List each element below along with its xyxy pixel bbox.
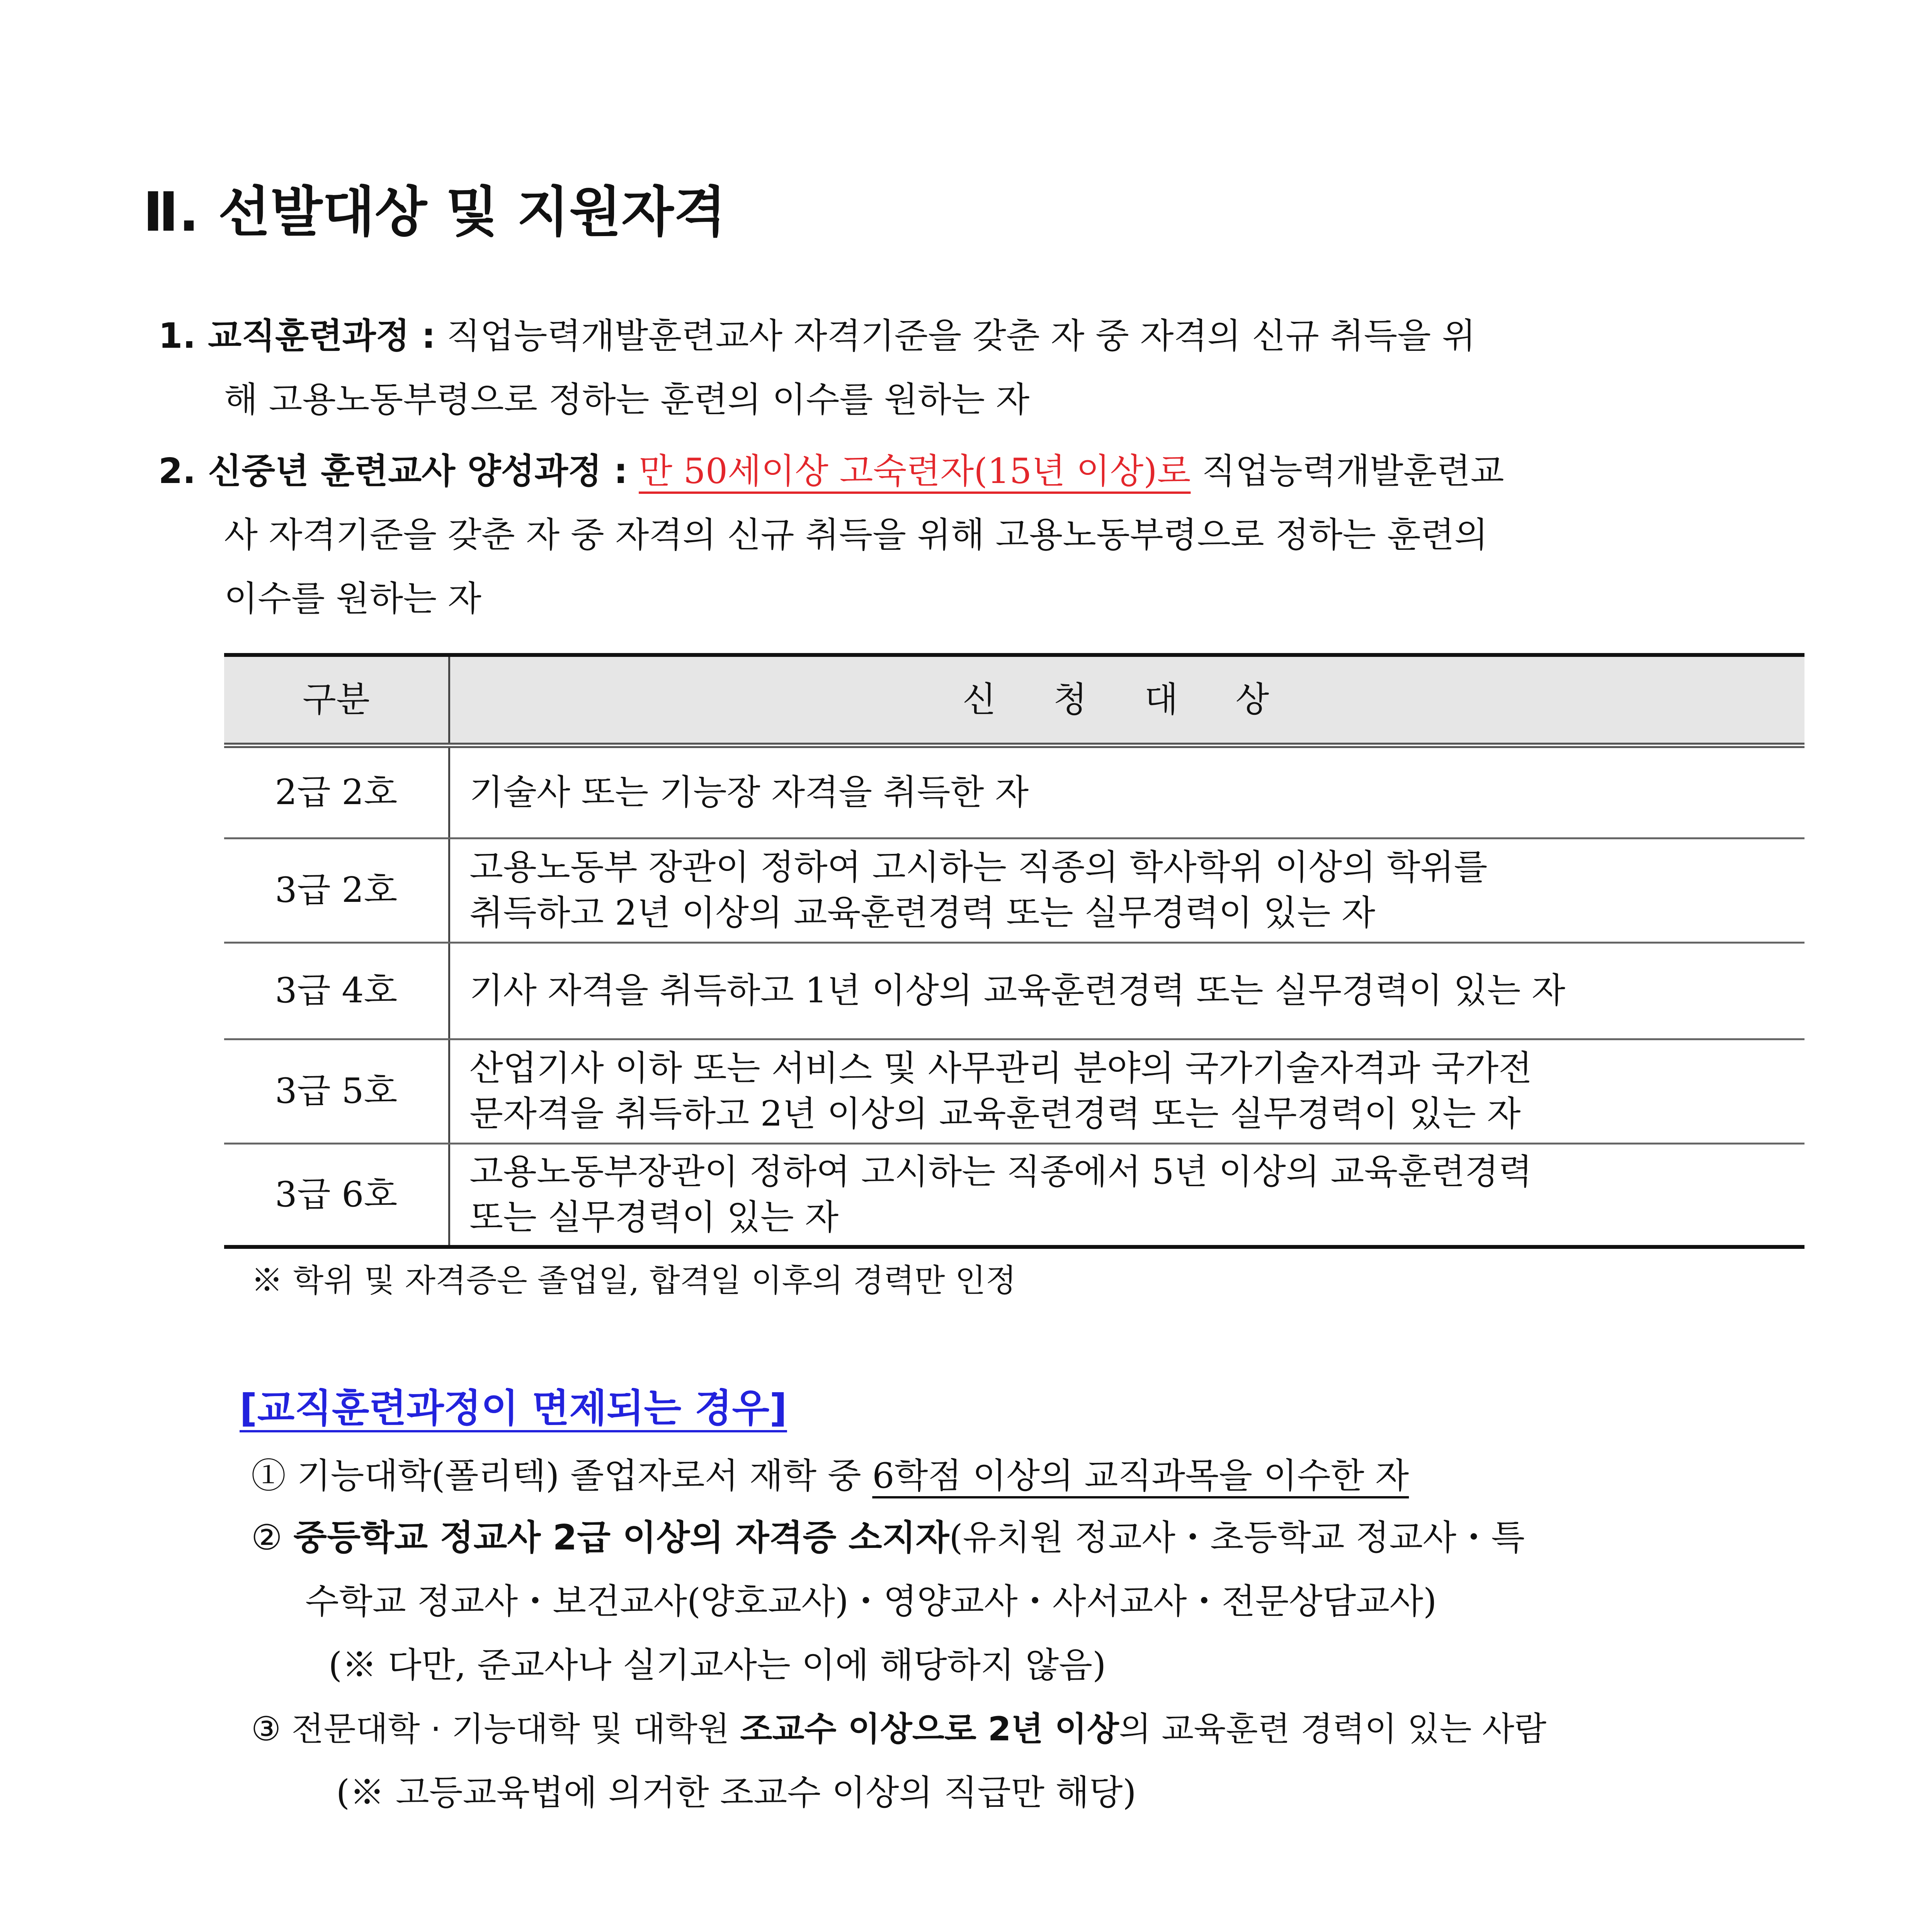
table-row [224,838,1804,942]
exemption-item3-text: ③ 전문대학 · 기능대학 및 대학원 [251,1710,740,1748]
exemption-item2-line3: (※ 다만, 준교사나 실기교사는 이에 해당하지 않음) [328,1645,1106,1685]
table1-grade: 3급 6호 [224,1143,449,1247]
exemption-item2-bold: 중등학교 정교사 2급 이상의 자격증 소지자 [293,1517,949,1558]
exemption-item3-line2: (※ 고등교육법에 의거한 조교수 이상의 직급만 해당) [336,1772,1136,1813]
item2-title: 2. 신중년 훈련교사 양성과정 : [158,451,628,492]
table1-grade: 3급 2호 [224,838,449,942]
item2-line1 [158,442,1504,500]
item1-line1 [158,307,1476,365]
section-title: Ⅱ. 선발대상 및 지원자격 [143,181,726,244]
exemption-item2-rest: (유치원 정교사・초등학교 정교사・특 [949,1517,1525,1558]
table1-target: 기술사 또는 기능장 자격을 취득한 자 [449,745,1805,838]
item1-text1: 직업능력개발훈련교사 자격기준을 갖춘 자 중 자격의 신규 취득을 위 [446,316,1476,356]
table1-target: 고용노동부장관이 정하여 고시하는 직종에서 5년 이상의 교육훈련경력 또는 실무경력이 있는 자 [449,1143,1805,1247]
exemption-item2-line2: 수학교 정교사・보건교사(양호교사)・영양교사・사서교사・전문상담교사) [305,1581,1437,1622]
exemption-item1 [251,1447,1409,1505]
table1-grade: 3급 4호 [224,942,449,1039]
exemption-item2 [251,1509,1525,1567]
table-row [224,745,1804,838]
item2-line3: 이수를 원하는 자 [224,578,481,619]
item2-highlight: 만 50세이상 고숙련자(15년 이상)로 [639,451,1191,492]
item2-line2: 사 자격기준을 갖춘 자 중 자격의 신규 취득을 위해 고용노동부령으로 정하는 훈련의 [224,515,1488,555]
exemption-item3-bold: 조교수 이상으로 2년 이상 [740,1710,1119,1748]
table1-target: 고용노동부 장관이 정하여 고시하는 직종의 학사학위 이상의 학위를 취득하고 2년 이상의 교육훈련경력 또는 실무경력이 있는 자 [449,838,1805,942]
table-row [224,1143,1804,1247]
exemption-item1-text: ① 기능대학(폴리텍) 졸업자로서 재학 중 [251,1456,872,1496]
table1-target: 기사 자격을 취득하고 1년 이상의 교육훈련경력 또는 실무경력이 있는 자 [449,942,1805,1039]
table1-target: 산업기사 이하 또는 서비스 및 사무관리 분야의 국가기술자격과 국가전 문자격을 취득하고 2년 이상의 교육훈련경력 또는 실무경력이 있는 자 [449,1039,1805,1143]
table-row [224,942,1804,1039]
table1-header-category: 구분 [224,655,449,745]
table-row [224,1039,1804,1143]
table1-grade: 2급 2호 [224,745,449,838]
table1-header-target: 신 청 대 상 [449,655,1805,745]
item1-line2: 해 고용노동부령으로 정하는 훈련의 이수를 원하는 자 [224,379,1030,420]
item2-text1: 직업능력개발훈련교 [1202,451,1504,492]
item1-title: 1. 교직훈련과정 : [158,316,436,356]
exemption-item1-underline: 6학점 이상의 교직과목을 이수한 자 [872,1456,1409,1496]
table1-grade: 3급 5호 [224,1039,449,1143]
exemption-item3-rest: 의 교육훈련 경력이 있는 사람 [1119,1710,1547,1748]
exemption-item2-num: ② [251,1517,282,1558]
exemption-title: [교직훈련과정이 면제되는 경우] [240,1386,787,1431]
table1-note: ※ 학위 및 자격증은 졸업일, 합격일 이후의 경력만 인정 [251,1262,1017,1299]
exemption-item3 [251,1700,1546,1758]
qualification-table [224,653,1804,1249]
